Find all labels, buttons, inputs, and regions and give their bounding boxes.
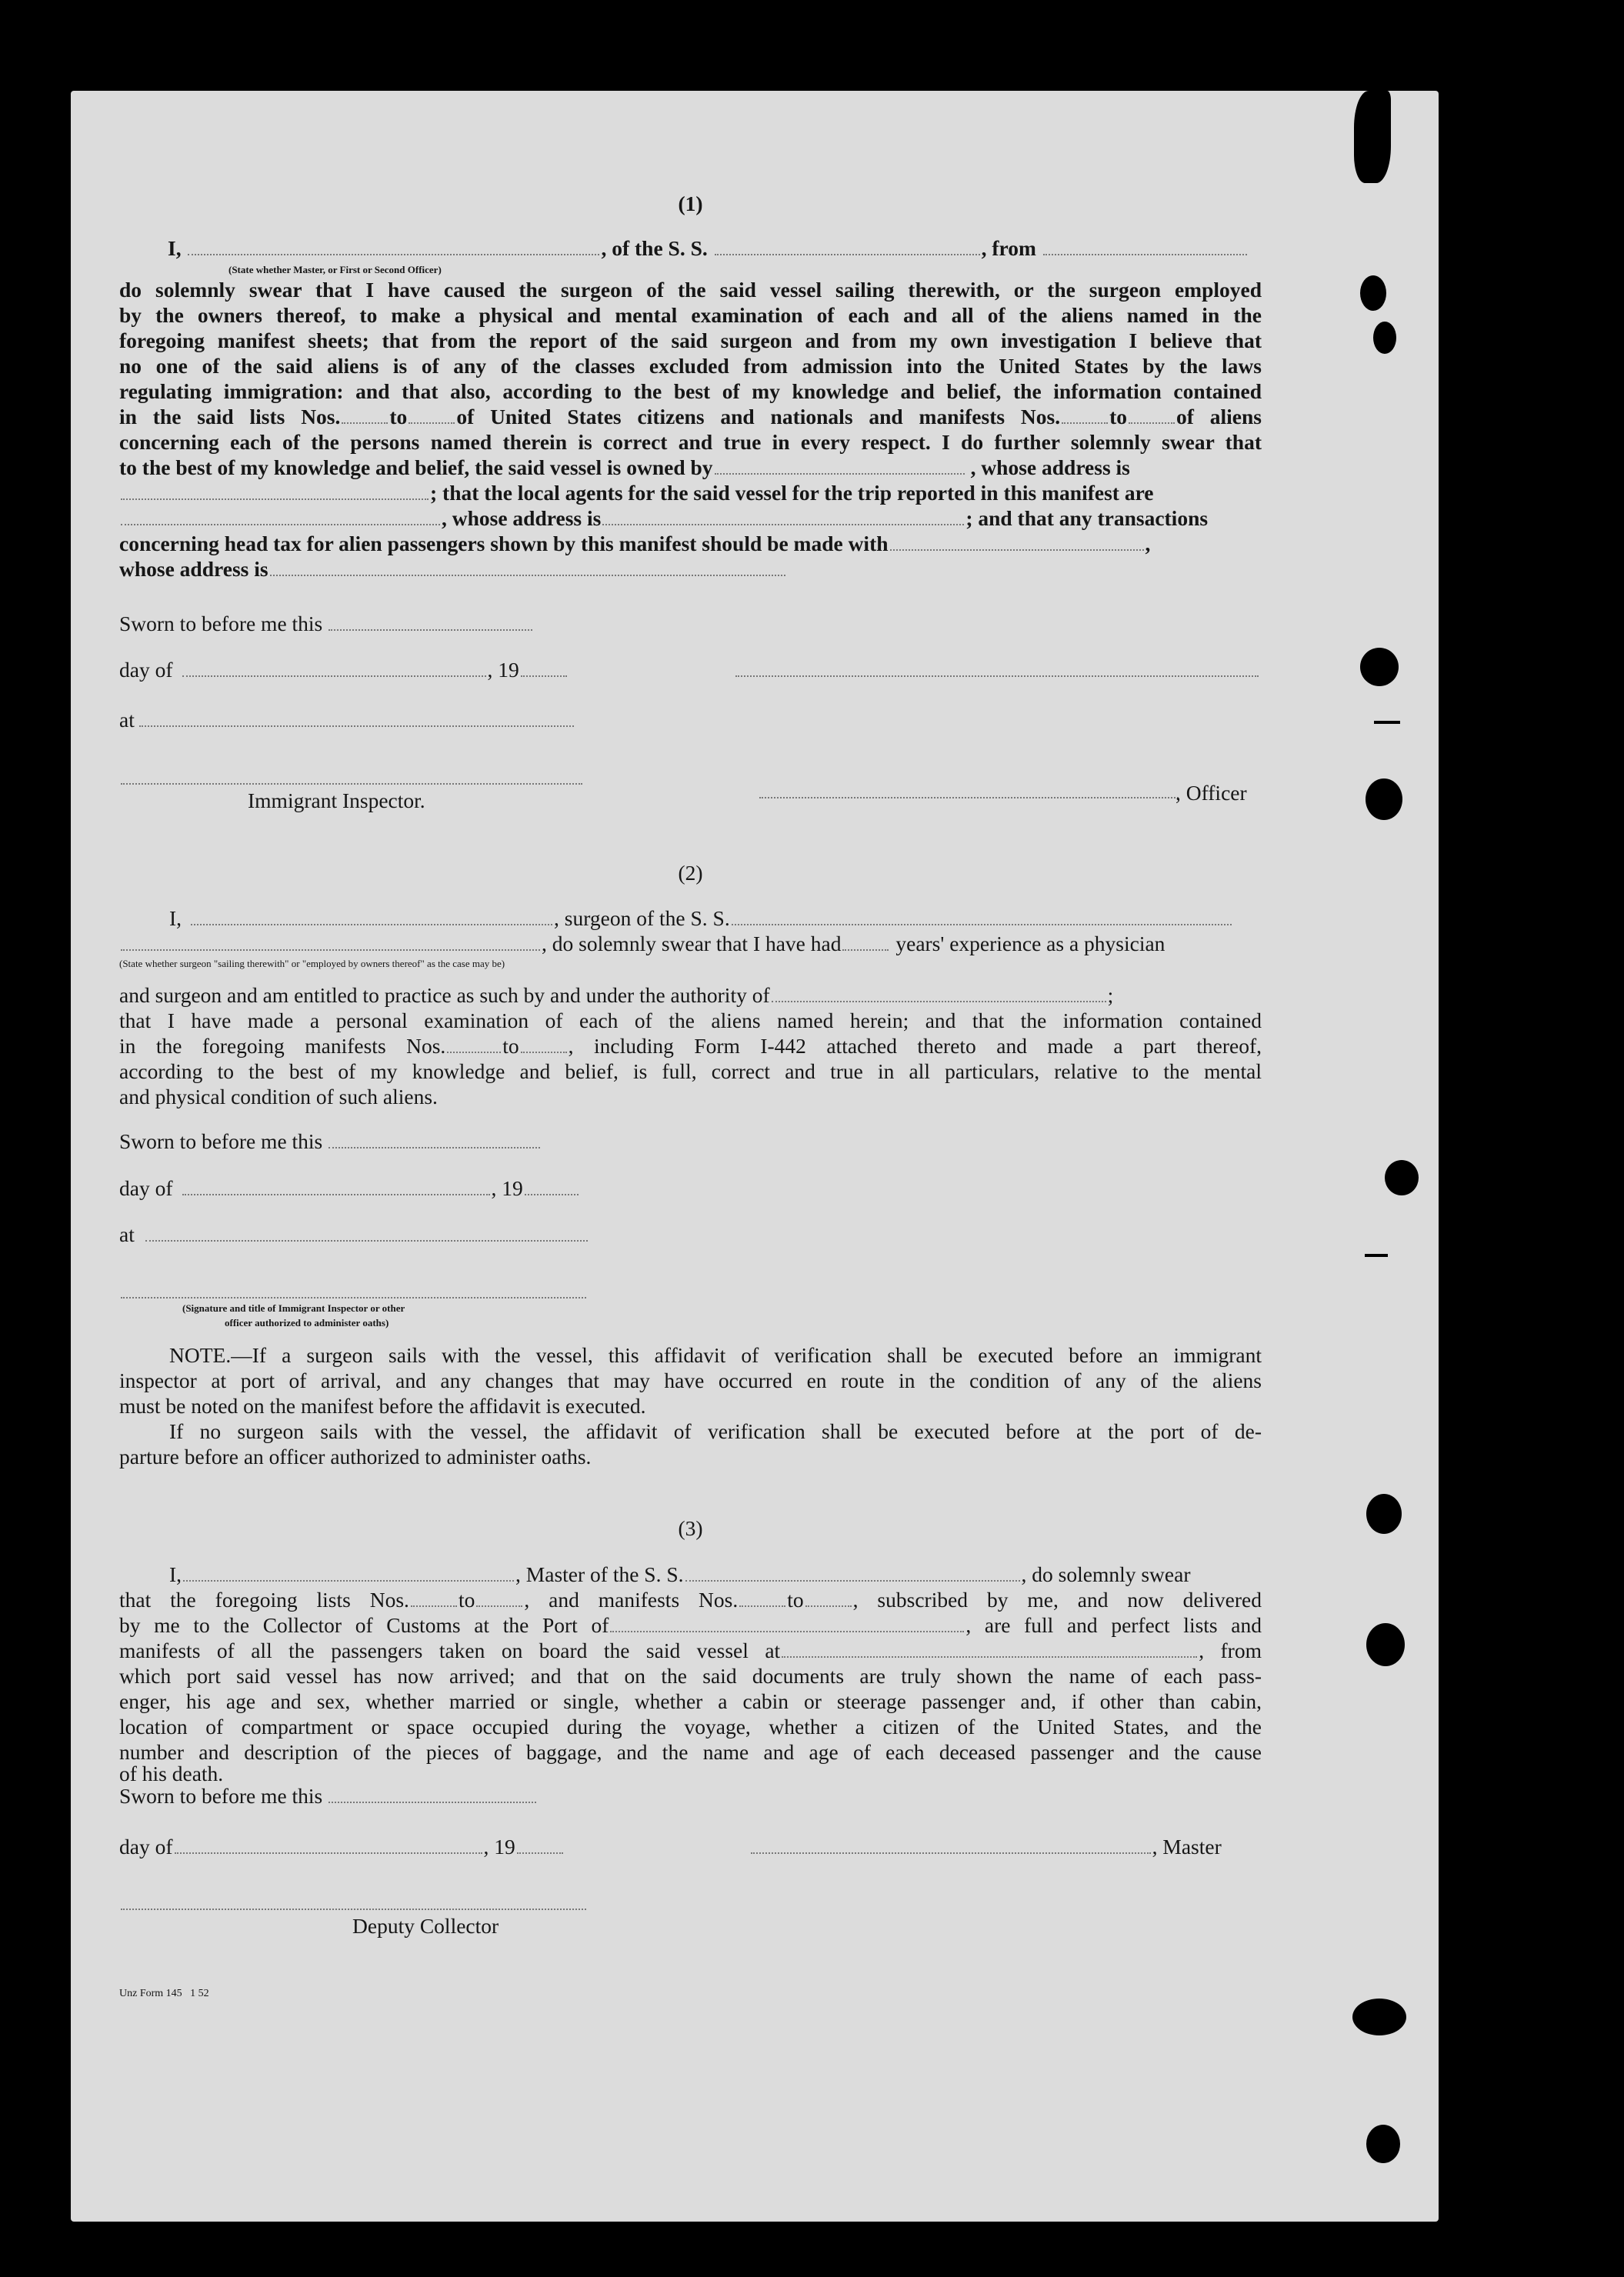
section-2-line: in the foregoing manifests Nos. to , including Form I-442 attached thereto and made a part thereof,	[119, 1034, 1262, 1058]
vessel-name-field[interactable]	[685, 1579, 1020, 1582]
officer-label: , Officer	[1175, 781, 1247, 805]
from-port-field[interactable]	[1043, 253, 1247, 255]
master-name-field[interactable]	[183, 1579, 514, 1582]
deputy-signature-line[interactable]	[121, 1908, 586, 1910]
section-2-line: that I have made a personal examination of each of the aliens named herein; and that the information contained	[119, 1008, 1262, 1032]
section-3-line: number and description of the pieces of baggage, and the name and age of each deceased passenger and the cause	[119, 1740, 1262, 1764]
section-1-line: whose address is	[119, 556, 1262, 582]
lists-to-field[interactable]	[409, 422, 455, 424]
section-2-line: and surgeon and am entitled to practice as such by and under the authority of ;	[119, 983, 1114, 1007]
section-3-line: of his death.	[119, 1762, 224, 1785]
vessel-name-field[interactable]	[715, 253, 980, 255]
officer-note: (State whether Master, or First or Second Officer)	[228, 264, 442, 275]
section-1-body	[119, 277, 1262, 582]
section-1-line: , whose address is ; and that any transactions	[119, 505, 1262, 531]
section-1-day: day of , 19	[119, 657, 1262, 682]
section-3-body	[119, 1562, 1262, 1809]
section-3-line: by me to the Collector of Customs at the Port of , are full and perfect lists and	[119, 1613, 1262, 1637]
inspector-signature-line[interactable]	[121, 782, 582, 785]
from-label: , from	[981, 236, 1036, 260]
binder-hole	[1366, 2125, 1400, 2163]
of-ss-label: , of the S. S.	[601, 236, 708, 260]
pronoun-i: I,	[168, 236, 182, 260]
lists-from-field[interactable]	[411, 1605, 457, 1607]
section-1-line: do solemnly swear that I have caused the surgeon of the said vessel sailing therewith, or the surgeon employed	[119, 278, 1262, 302]
note-line: parture before an officer authorized to administer oaths.	[119, 1445, 592, 1469]
section-1-line: to the best of my knowledge and belief, the said vessel is owned by , whose address is	[119, 455, 1130, 479]
margin-mark	[1365, 1254, 1388, 1257]
deputy-collector-label: Deputy Collector	[352, 1914, 499, 1938]
head-tax-contact-field[interactable]	[890, 548, 1144, 551]
section-2-second-line: , do solemnly swear that I have had years' experience as a physician	[119, 931, 1262, 956]
years-field[interactable]	[842, 948, 889, 951]
section-2-number: (2)	[678, 861, 703, 885]
section-1-line: concerning each of the persons named therein is correct and true in every respect. I do further solemnly swear that	[119, 430, 1262, 454]
section-1-line: regulating immigration: and that also, according to the best of my knowledge and belief, the information contained	[119, 379, 1262, 403]
binder-hole	[1373, 322, 1396, 354]
owner-address-field[interactable]	[121, 498, 429, 500]
head-tax-address-field[interactable]	[270, 574, 785, 576]
section-2-body	[119, 982, 1262, 1109]
manifests-to-field[interactable]	[1129, 422, 1175, 424]
section-2-line: according to the best of my knowledge and belief, is full, correct and true in all particulars, relative to the mental	[119, 1059, 1262, 1083]
agents-field[interactable]	[121, 523, 440, 525]
year-field[interactable]	[517, 1852, 563, 1854]
section-3-line: I, , Master of the S. S. , do solemnly swear	[169, 1562, 1191, 1586]
lists-from-field[interactable]	[342, 422, 388, 424]
officer-name-field[interactable]	[188, 253, 599, 255]
section-2-first-line: I, , surgeon of the S. S.	[169, 905, 1312, 931]
form-number: Unz Form 145 1 52	[119, 1988, 209, 1999]
inspector-label: Immigrant Inspector.	[248, 788, 425, 812]
manifests-to-field[interactable]	[805, 1605, 852, 1607]
day-field[interactable]	[182, 675, 486, 677]
surgeon-note: (State whether surgeon "sailing therewith" or "employed by owners thereof" as the case may be)	[119, 958, 505, 969]
boarding-port-field[interactable]	[782, 1655, 1197, 1658]
sworn-date-field[interactable]	[328, 1801, 536, 1803]
surgeon-type-field[interactable]	[121, 948, 540, 951]
section-1-sworn: Sworn to before me this	[119, 611, 1262, 636]
section-1-line: concerning head tax for alien passengers shown by this manifest should be made with ,	[119, 532, 1151, 555]
binder-hole	[1360, 648, 1399, 686]
year-field[interactable]	[521, 675, 567, 677]
section-3-line: manifests of all the passengers taken on board the said vessel at , from	[119, 1639, 1262, 1662]
binder-hole	[1352, 1999, 1406, 2035]
place-field[interactable]	[145, 1239, 588, 1242]
binder-hole	[1366, 778, 1402, 820]
sworn-date-field[interactable]	[328, 628, 532, 631]
year-field[interactable]	[525, 1193, 579, 1195]
section-3-line: enger, his age and sex, whether married or single, whether a cabin or steerage passenger and, if other than cabin,	[119, 1689, 1262, 1713]
section-2-line: and physical condition of such aliens.	[119, 1085, 438, 1108]
note-line: inspector at port of arrival, and any changes that may have occurred en route in the condition of any of the aliens	[119, 1369, 1262, 1392]
manifests-to-field[interactable]	[521, 1051, 567, 1053]
torn-corner	[1354, 91, 1391, 183]
note-line: NOTE.—If a surgeon sails with the vessel, this affidavit of verification shall be executed before an immigrant	[169, 1343, 1262, 1367]
section-1-first-line	[168, 235, 1262, 261]
section-1-line: no one of the said aliens is of any of the classes excluded from admission into the United States by the laws	[119, 354, 1262, 378]
agents-address-field[interactable]	[602, 523, 964, 525]
manifests-from-field[interactable]	[739, 1605, 785, 1607]
section-3-line: that the foregoing lists Nos. to , and manifests Nos. to , subscribed by me, and now delivered	[119, 1588, 1262, 1612]
binder-hole	[1385, 1160, 1419, 1195]
section-1-line: ; that the local agents for the said vessel for the trip reported in this manifest are	[119, 480, 1262, 505]
section-3-line: location of compartment or space occupied during the voyage, whether a citizen of the United States, and the	[119, 1715, 1262, 1739]
section-1-line: by the owners thereof, to make a physical and mental examination of each and all of the aliens named in the	[119, 303, 1262, 327]
sworn-date-field[interactable]	[328, 1146, 540, 1149]
authority-field[interactable]	[772, 1000, 1106, 1002]
section-1-number: (1)	[678, 192, 703, 215]
manifests-from-field[interactable]	[447, 1051, 501, 1053]
section-3-number: (3)	[678, 1516, 703, 1540]
section-3-sworn: Sworn to before me this	[119, 1783, 1262, 1809]
signature-note-1: (Signature and title of Immigrant Inspector or other	[182, 1302, 405, 1314]
signature-note-2: officer authorized to administer oaths)	[225, 1317, 389, 1329]
section-1-line: foregoing manifest sheets; that from the report of the said surgeon and from my own investigation I believe that	[119, 328, 1262, 352]
section-1-at: at	[119, 707, 1262, 732]
section-3-line: which port said vessel has now arrived; and that on the said documents are truly shown the name of each pass-	[119, 1664, 1262, 1688]
day-field[interactable]	[175, 1852, 482, 1854]
section-3-day: day of , 19 , Master	[119, 1835, 1222, 1859]
section-2-sworn: Sworn to before me this	[119, 1128, 1262, 1154]
port-field[interactable]	[610, 1630, 964, 1632]
section-1-line: in the said lists Nos. to of United States citizens and nationals and manifests Nos. to of aliens	[119, 405, 1262, 428]
manifests-from-field[interactable]	[1062, 422, 1108, 424]
note-line: If no surgeon sails with the vessel, the affidavit of verification shall be executed before at the port of de-	[169, 1419, 1262, 1443]
binder-hole	[1360, 275, 1386, 311]
note-line: must be noted on the manifest before the affidavit is executed.	[119, 1394, 646, 1418]
officer-signature-line[interactable]	[121, 1296, 586, 1299]
margin-mark	[1374, 721, 1400, 724]
officer-signature-line[interactable]	[759, 796, 1179, 798]
place-field[interactable]	[139, 725, 574, 727]
section-2-note	[119, 1342, 1262, 1469]
binder-hole	[1366, 1623, 1405, 1666]
section-2-day: day of , 19	[119, 1175, 1262, 1201]
vessel-name-field[interactable]	[732, 923, 1232, 925]
lists-to-field[interactable]	[476, 1605, 522, 1607]
signature-line[interactable]	[735, 675, 1259, 677]
master-signature-line[interactable]	[751, 1852, 1151, 1854]
day-field[interactable]	[182, 1193, 490, 1195]
surgeon-name-field[interactable]	[191, 923, 552, 925]
owner-field[interactable]	[715, 472, 965, 475]
section-2-at: at	[119, 1222, 1262, 1247]
